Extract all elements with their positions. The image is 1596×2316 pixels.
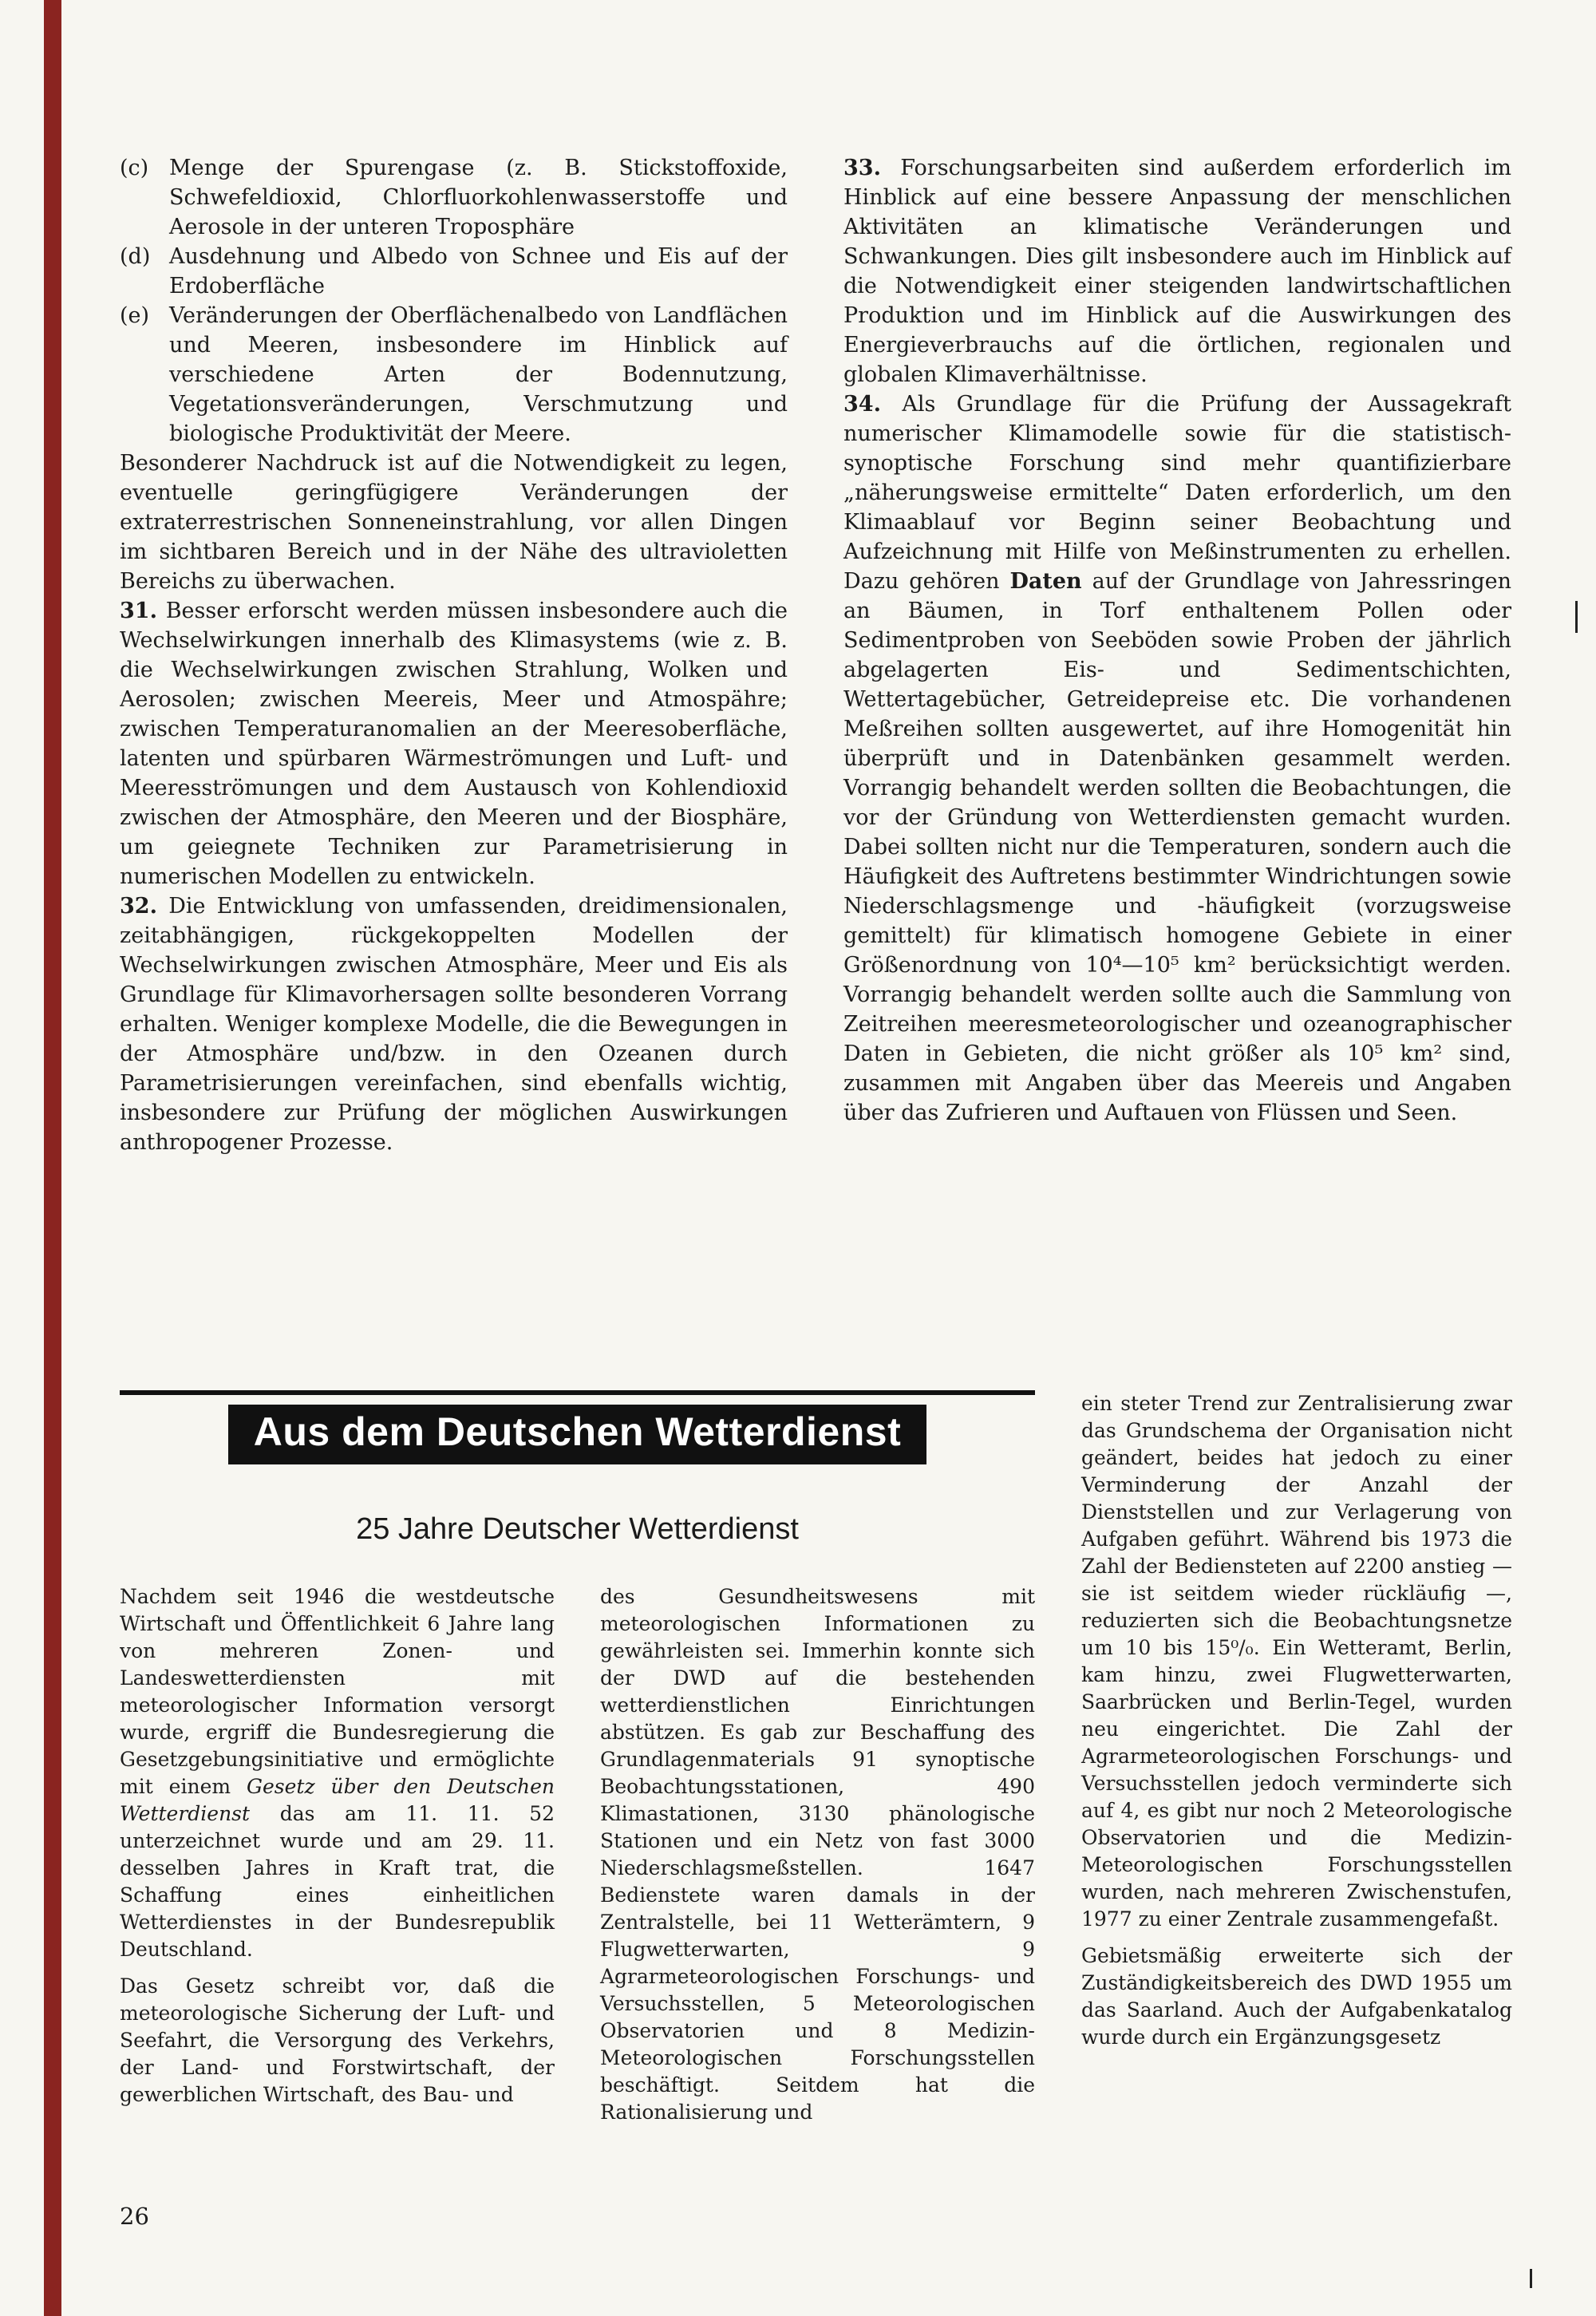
feature-col2-paragraph-1: des Gesundheitswesens mit meteorologischen Informationen zu gewährleisten sei. Immerhin konnte sich der DWD auf die bestehenden wetterdienstlichen Einrichtungen abstützen. Es gab zur Beschaffung des Grundlagenmaterials 91 synoptische Beobachtungsstationen, 490 Klimastationen, 3130 phänologische Stationen und ein Netz von fast 3000 Niederschlagsmeßstellen. 1647 Bedienstete waren damals in der Zentralstelle, bei 11 Wetterämtern, 9 Flugwetterwarten, 9 Agrarmeteorologischen Forschungs- und Versuchsstellen, 5 Meteorologischen Observatorien und 8 Medizin-Meteorologischen Forschungsstellen beschäftigt. Seitdem hat die Rationalisierung und bbox=[600, 1585, 1035, 2124]
banner-top-rule bbox=[120, 1390, 1035, 1395]
list-item-label: (d) bbox=[120, 244, 151, 269]
top-column-left bbox=[120, 153, 788, 1374]
paragraph-31 bbox=[120, 596, 788, 891]
top-section bbox=[120, 153, 1512, 1374]
section-banner bbox=[228, 1405, 926, 1464]
feature-left bbox=[120, 1390, 1035, 2308]
feature-columns bbox=[120, 1583, 1035, 2126]
feature-column-3 bbox=[1081, 1390, 1512, 2308]
paragraph-text: Besser erforscht werden müssen insbesondere auch die Wechselwirkungen innerhalb des Klimasystems (wie z. B. die Wechselwirkungen zwischen Strahlung, Wolken und Aerosolen; zwischen Meereis, Meer und Atmospähre; zwischen Temperaturanomalien an der Meeresoberfläche, latenten und spürbaren Wärmeströmungen und Luft- und Meeresströmungen und dem Austausch von Kohlendioxid zwischen der Atmosphäre, den Meeren und der Biosphäre, um geiegnete Techniken zur Parametrisierung in numerischen Modellen zu entwickeln. bbox=[120, 599, 788, 889]
paragraph-text: Nachdem seit 1946 die westdeutsche Wirtschaft und Öffentlichkeit 6 Jahre lang von mehreren Zonen- und Landeswetterdiensten mit meteorologischer Information versorgt wurde, ergriff die Bundesregierung die Gesetzgebungsinitiative und ermöglichte mit einem bbox=[120, 1585, 555, 1798]
paragraph-text: Als Grundlage für die Prüfung der Aussagekraft numerischer Klimamodelle sowie für die statistisch-synoptische Forschung sind mehr quantifizierbare „näherungsweise ermittelte“ Daten erforderlich, um den Klimaablauf vor Beginn seiner Beobachtung und Aufzeichnung mit Hilfe von Meßinstrumenten zu erhellen. Dazu gehören bbox=[843, 392, 1511, 594]
feature-column-2 bbox=[600, 1583, 1035, 2126]
paragraph-number: 31. bbox=[120, 599, 157, 623]
list-item-c bbox=[120, 153, 788, 242]
list-item-text: Veränderungen der Oberflächenalbedo von Landflächen und Meeren, insbesondere im Hinblick auf verschiedene Arten der Bodennutzung, Vegetationsveränderungen, Verschmutzung und biologische Produktivität der Meere. bbox=[169, 303, 788, 446]
scan-artifact-mark bbox=[1575, 601, 1578, 633]
feature-col1-paragraph-1 bbox=[120, 1583, 555, 1963]
list-item-label: (e) bbox=[120, 303, 150, 328]
page-number: 26 bbox=[120, 2203, 149, 2230]
feature-col3-paragraph-2: Gebietsmäßig erweiterte sich der Zuständigkeitsbereich des DWD 1955 um das Saarland. Auch der Aufgabenkatalog wurde durch ein Ergänzungsgesetz bbox=[1081, 1944, 1512, 2049]
paragraph-text: das am 11. 11. 52 unterzeichnet wurde und am 29. 11. desselben Jahres in Kraft trat, die Schaffung eines einheitlichen Wetterdienstes in der Bundesrepublik Deutschland. bbox=[120, 1802, 555, 1961]
top-column-right bbox=[843, 153, 1511, 1374]
italic-law-title: Gesetz über den Deutschen Wetterdienst bbox=[120, 1775, 555, 1825]
article-subtitle: 25 Jahre Deutscher Wetterdienst bbox=[356, 1512, 799, 1546]
feature-section bbox=[120, 1390, 1512, 2308]
paragraph-33 bbox=[843, 153, 1511, 389]
list-item-label: (c) bbox=[120, 156, 149, 180]
spine-stripe bbox=[44, 0, 61, 2316]
paragraph-number: 32. bbox=[120, 894, 157, 919]
feature-column-1 bbox=[120, 1583, 555, 2126]
paragraph-monitoring: Besonderer Nachdruck ist auf die Notwendigkeit zu legen, eventuelle geringfügigere Veränderungen der extraterrestrischen Sonneneinstrahlung, vor allen Dingen im sichtbaren Bereich und in der Nähe des ultravioletten Bereichs zu überwachen. bbox=[120, 451, 788, 594]
feature-col1-paragraph-2: Das Gesetz schreibt vor, daß die meteorologische Sicherung der Luft- und Seefahrt, die Versorgung des Verkehrs, der Land- und Forstwirtschaft, der gewerblichen Wirtschaft, des Bau- und bbox=[120, 1974, 555, 2106]
paragraph-text: Die Entwicklung von umfassenden, dreidimensionalen, zeitabhängigen, rückgekoppelten Modellen der Wechselwirkungen zwischen Atmosphäre, Meer und Eis als Grundlage für Klimavorhersagen sollte besonderen Vorrang erhalten. Weniger komplexe Modelle, die die Bewegungen in der Atmosphäre und/bzw. in den Ozeanen durch Parametrisierungen vereinfachen, sind ebenfalls wichtig, insbesondere zur Prüfung der möglichen Auswirkungen anthropogener Prozesse. bbox=[120, 894, 788, 1155]
paragraph-34 bbox=[843, 389, 1511, 1128]
paragraph-number: 34. bbox=[843, 392, 881, 417]
banner-title: Aus dem Deutschen Wetterdienst bbox=[253, 1409, 902, 1454]
feature-col3-paragraph-1: ein steter Trend zur Zentralisierung zwar das Grundschema der Organisation nicht geändert, beides hat jedoch zu einer Verminderung der Anzahl der Dienststellen und zur Verlagerung von Aufgaben geführt. Während bis 1973 die Zahl der Bediensteten auf 2200 anstieg — sie ist seitdem wieder rückläufig —, reduzierten sich die Beobachtungsnetze um 10 bis 15⁰/₀. Ein Wetteramt, Berlin, kam hinzu, zwei Flugwetterwarten, Saarbrücken und Berlin-Tegel, wurden neu eingerichtet. Die Zahl der Agrarmeteorologischen Forschungs- und Versuchsstellen jedoch verminderte sich auf 4, es gibt nur noch 2 Meteorologische Observatorien und die Medizin-Meteorologischen Forschungsstellen wurden, nach mehreren Zwischenstufen, 1977 zu einer Zentrale zusammengefaßt. bbox=[1081, 1392, 1512, 1931]
list-item-text: Ausdehnung und Albedo von Schnee und Eis auf der Erdoberfläche bbox=[169, 244, 788, 298]
paragraph-text: Forschungsarbeiten sind außerdem erforderlich im Hinblick auf eine bessere Anpassung der menschlichen Aktivitäten an klimatische Veränderungen und Schwankungen. Dies gilt insbesondere auch im Hinblick auf die Notwendigkeit einer steigenden landwirtschaftlichen Produktion und im Hinblick auf die Auswirkungen des Energieverbrauchs auf die örtlichen, regionalen und globalen Klimaverhältnisse. bbox=[843, 156, 1511, 387]
scan-artifact-mark bbox=[1530, 2269, 1532, 2288]
paragraph-number: 33. bbox=[843, 156, 881, 180]
bold-word-daten: Daten bbox=[1009, 569, 1082, 594]
list-item-e bbox=[120, 301, 788, 449]
list-item-d bbox=[120, 242, 788, 301]
paragraph-32 bbox=[120, 891, 788, 1157]
list-item-text: Menge der Spurengase (z. B. Stickstoffoxide, Schwefeldioxid, Chlorfluorkohlenwasserstoffe und Aerosole in der unteren Troposphäre bbox=[169, 156, 788, 239]
paragraph-text: auf der Grundlage von Jahressringen an Bäumen, in Torf enthaltenem Pollen oder Sedimentproben von Seeböden sowie Proben der jährlich abgelagerten Eis- und Sedimentschichten, Wettertagebücher, Getreidepreise etc. Die vorhandenen Meßreihen sollten ausgewertet, auf ihre Homogenität hin überprüft und in Datenbänken gesammelt werden. Vorrangig behandelt werden sollten die Beobachtungen, die vor der Gründung von Wetterdiensten gemacht wurden. Dabei sollten nicht nur die Temperaturen, sondern auch die Häufigkeit des Auftretens bestimmter Windrichtungen sowie Niederschlagsmenge und -häufigkeit (vorzugsweise gemittelt) für klimatisch homogene Gebiete in einer Größenordnung von 10⁴—10⁵ km² berücksichtigt werden. Vorrangig behandelt werden sollte auch die Sammlung von Zeitreihen meeresmeteorologischer und ozeanographischer Daten in Gebieten, die nicht größer als 10⁵ km² sind, zusammen mit Angaben über das Meereis und Angaben über das Zufrieren und Auftauen von Flüssen und Seen. bbox=[843, 569, 1511, 1125]
